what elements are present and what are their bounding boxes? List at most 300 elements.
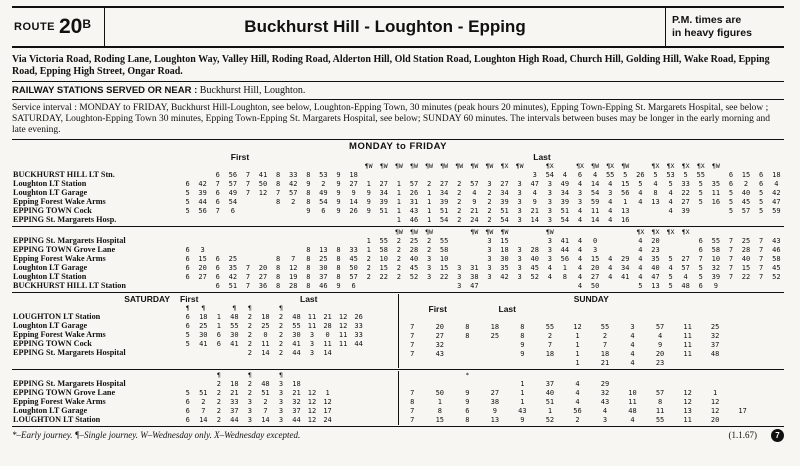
time-cell	[467, 171, 482, 180]
time-cell: 8	[306, 246, 311, 255]
stop-name: EPPING TOWN Cock	[13, 339, 92, 349]
time-cell: 42	[228, 273, 238, 282]
time-cell: 2	[426, 246, 432, 255]
time-cell	[382, 398, 398, 407]
time-cell: 55	[379, 237, 388, 246]
stop-name: EPPING St. Margarets Hosp.	[13, 215, 117, 225]
time-cell: 34	[621, 264, 630, 273]
journey-flag	[304, 304, 320, 313]
time-cell	[729, 380, 757, 389]
time-cell	[227, 349, 243, 358]
time-cell: 2	[216, 407, 221, 416]
journey-flag	[729, 371, 757, 380]
time-cell: 6	[185, 180, 190, 189]
time-cell	[366, 340, 382, 349]
time-cell: 44	[292, 416, 301, 425]
time-cell: 52	[409, 273, 419, 282]
time-cell	[454, 380, 482, 389]
time-cell: 55	[711, 237, 721, 246]
journey-flag	[693, 228, 708, 237]
time-cell	[527, 237, 542, 246]
journey-flag	[361, 228, 376, 237]
timetable-row	[399, 389, 785, 398]
journey-flag	[351, 304, 367, 313]
time-cell	[195, 282, 210, 291]
time-cell	[603, 237, 618, 246]
timetable-row	[12, 207, 784, 216]
time-cell: 53	[319, 171, 328, 180]
time-cell: 11	[307, 322, 317, 331]
time-cell	[382, 416, 398, 425]
journey-flag	[255, 228, 270, 237]
time-cell: 5	[728, 189, 734, 198]
time-cell: 43	[409, 207, 419, 216]
journey-flag	[258, 371, 274, 380]
time-cell	[366, 313, 382, 322]
journey-flag	[426, 371, 454, 380]
time-cell: 8	[520, 332, 525, 341]
time-cell	[180, 282, 195, 291]
time-cell: 44	[354, 340, 363, 349]
time-cell: 4	[575, 398, 580, 407]
time-cell	[255, 237, 270, 246]
time-cell: 57	[681, 264, 690, 273]
time-cell: 3	[247, 416, 252, 425]
journey-flag: ¶X	[636, 228, 645, 237]
time-cell	[210, 246, 225, 255]
time-cell	[195, 237, 210, 246]
time-cell: 2	[396, 246, 401, 255]
time-cell: 25	[261, 322, 270, 331]
mf-outbound-block	[12, 140, 784, 227]
journey-flag	[331, 162, 346, 171]
journey-flag	[366, 304, 382, 313]
time-cell: 9	[465, 398, 470, 407]
time-cell: 2	[426, 237, 432, 246]
journey-flag	[527, 162, 542, 171]
journey-flag: *	[465, 371, 470, 380]
time-cell: 30	[230, 331, 239, 340]
time-cell	[351, 398, 367, 407]
time-cell	[366, 349, 382, 358]
time-cell: 22	[379, 273, 388, 282]
time-cell: 1	[396, 216, 401, 225]
weekend-inbound-block	[12, 370, 784, 427]
time-cell	[756, 407, 784, 416]
saturday-inbound	[12, 371, 398, 425]
time-cell: 8	[465, 416, 470, 425]
time-cell: 25	[199, 322, 208, 331]
timetable-row	[12, 246, 784, 255]
time-cell: 3	[457, 273, 462, 282]
time-cell	[331, 237, 346, 246]
time-cell	[646, 380, 674, 389]
time-cell: 47	[530, 180, 539, 189]
journey-flag	[509, 314, 537, 323]
time-cell: 32	[710, 332, 720, 341]
time-cell: 14	[590, 216, 600, 225]
time-cell: 3	[426, 264, 432, 273]
time-cell: 7	[698, 255, 703, 264]
timetable-row	[12, 349, 398, 358]
timetable-row	[12, 340, 398, 349]
journey-flag	[399, 371, 427, 380]
journey-flag	[454, 314, 482, 323]
time-cell: 4	[608, 216, 613, 225]
time-cell: 37	[319, 273, 328, 282]
time-cell: 21	[470, 207, 479, 216]
journey-flag	[351, 371, 367, 380]
time-cell: 32	[711, 264, 721, 273]
time-cell: 54	[319, 198, 328, 207]
time-cell: 9	[520, 341, 525, 350]
time-cell: 6	[465, 407, 470, 416]
time-cell	[304, 380, 320, 389]
stop-cell-empty	[12, 304, 180, 313]
time-cell: 15	[198, 255, 207, 264]
time-cell: 59	[772, 207, 781, 216]
time-cell: 6	[215, 198, 220, 207]
journey-flag	[674, 371, 702, 380]
time-cell: 48	[292, 313, 301, 322]
time-cell: 2	[547, 332, 553, 341]
time-cell: 4	[575, 380, 580, 389]
time-cell: 6	[185, 416, 190, 425]
time-cell: 19	[288, 273, 298, 282]
time-cell: 8	[276, 255, 281, 264]
time-cell	[512, 171, 527, 180]
time-cell: 59	[590, 198, 600, 207]
time-cell: 6	[215, 171, 220, 180]
time-cell	[723, 282, 738, 291]
time-cell	[320, 380, 336, 389]
timetable-header	[12, 6, 784, 48]
journey-flag	[366, 371, 382, 380]
time-cell	[240, 198, 255, 207]
time-cell: 4	[638, 246, 643, 255]
time-cell: 11	[683, 332, 692, 341]
time-cell	[335, 349, 351, 358]
time-cell: 7	[410, 407, 415, 416]
time-cell	[454, 359, 482, 368]
time-cell: 11	[338, 340, 348, 349]
time-cell: 4	[577, 246, 583, 255]
time-cell	[678, 216, 693, 225]
time-cell	[240, 216, 255, 225]
journey-flag: ¶W	[440, 162, 449, 171]
time-cell: 55	[605, 171, 615, 180]
time-cell	[756, 359, 784, 368]
journey-flag	[271, 162, 286, 171]
time-cell: 3	[487, 180, 492, 189]
time-cell: 43	[435, 350, 445, 359]
journey-flag: ¶W	[394, 228, 403, 237]
time-cell: 27	[198, 273, 207, 282]
time-cell	[366, 398, 382, 407]
stop-name: Loughton LT Garage	[13, 406, 88, 416]
time-cell: 13	[319, 246, 328, 255]
railway-stations	[12, 82, 784, 100]
time-cell	[618, 237, 633, 246]
journey-flag	[557, 228, 572, 237]
time-cell	[240, 255, 255, 264]
time-cell: 2	[457, 180, 462, 189]
journey-flag	[633, 162, 648, 171]
timetable-row	[12, 189, 784, 198]
timetable-row	[399, 323, 785, 332]
time-cell: 1	[426, 207, 432, 216]
time-cell: 3	[547, 255, 552, 264]
time-cell: 6	[698, 282, 703, 291]
time-cell: 8	[276, 264, 281, 273]
journey-flag	[708, 228, 723, 237]
time-cell: 27	[439, 180, 449, 189]
time-cell: 55	[545, 323, 555, 332]
time-cell: 57	[655, 323, 665, 332]
time-cell	[399, 380, 427, 389]
time-cell: 27	[349, 180, 358, 189]
time-cell	[497, 282, 512, 291]
journey-flag	[335, 304, 351, 313]
time-cell: 3	[517, 264, 522, 273]
sunday-subheading	[399, 294, 785, 304]
time-cell: 41	[258, 171, 268, 180]
time-cell: 51	[199, 389, 208, 398]
journey-flag	[512, 228, 527, 237]
flags-row	[12, 162, 784, 171]
time-cell: 12	[683, 389, 692, 398]
time-cell	[406, 171, 421, 180]
time-cell: 27	[490, 389, 500, 398]
time-cell: 12	[573, 323, 582, 332]
time-cell: 1	[366, 237, 371, 246]
time-cell: 1	[426, 198, 432, 207]
time-cell	[382, 389, 398, 398]
time-cell: 17	[323, 407, 332, 416]
time-cell: 4	[547, 264, 552, 273]
time-cell: 20	[590, 264, 600, 273]
time-cell: 5	[185, 198, 190, 207]
time-cell: 6	[351, 282, 356, 291]
time-cell: 8	[276, 273, 281, 282]
time-cell: 30	[319, 264, 328, 273]
page-number: 7	[771, 429, 784, 442]
time-cell: 7	[215, 180, 220, 189]
time-cell: 6	[230, 207, 235, 216]
time-cell: 6	[185, 255, 190, 264]
time-cell: 14	[199, 416, 208, 425]
time-cell: 12	[338, 322, 348, 331]
time-cell: 4	[668, 264, 673, 273]
journey-flag	[723, 228, 738, 237]
time-cell: 39	[560, 198, 570, 207]
time-cell	[769, 282, 784, 291]
time-cell: 1	[216, 322, 221, 331]
journey-flag: ¶W	[470, 162, 479, 171]
time-cell	[335, 380, 351, 389]
journey-flag: ¶W	[591, 162, 599, 171]
time-cell: 45	[741, 198, 751, 207]
time-cell: 5	[638, 180, 643, 189]
time-cell	[366, 322, 382, 331]
time-cell: 12	[307, 407, 317, 416]
time-cell: 52	[772, 273, 781, 282]
time-cell	[701, 359, 729, 368]
time-cell: 11	[590, 207, 600, 216]
time-cell	[678, 237, 693, 246]
journey-flag	[335, 371, 351, 380]
time-cell: 25	[319, 255, 328, 264]
time-cell: 2	[366, 273, 371, 282]
time-cell: 39	[500, 198, 509, 207]
timetable-footer	[12, 427, 784, 442]
time-cell: 4	[668, 189, 673, 198]
time-cell: 8	[465, 332, 470, 341]
time-cell: 4	[608, 180, 613, 189]
time-cell: 9	[520, 350, 525, 359]
journey-flag	[286, 162, 301, 171]
time-cell: 3	[487, 255, 492, 264]
time-cell: 8	[306, 171, 311, 180]
stop-name: Epping Forest Wake Arms	[13, 330, 106, 340]
time-cell	[648, 216, 663, 225]
time-cell: 2	[575, 416, 580, 425]
journey-flag	[756, 371, 784, 380]
time-cell: 11	[683, 323, 692, 332]
pm-note-line1: P.M. times are	[672, 13, 742, 26]
time-cell	[382, 349, 398, 358]
time-cell: 8	[306, 198, 311, 207]
time-cell: 11	[655, 407, 665, 416]
stop-cell-empty	[12, 162, 180, 171]
time-cell: 3	[517, 273, 522, 282]
time-cell: 3	[457, 282, 462, 291]
time-cell: 3	[547, 198, 552, 207]
time-cell: 40	[651, 264, 660, 273]
time-cell	[527, 282, 542, 291]
time-cell: 3	[247, 398, 252, 407]
journey-flag: ¶	[278, 304, 283, 313]
journey-flag	[382, 304, 398, 313]
time-cell: 4	[683, 273, 688, 282]
time-cell: 50	[435, 389, 445, 398]
time-cell: 4	[668, 198, 673, 207]
time-cell: 11	[323, 340, 332, 349]
time-cell: 15	[435, 416, 445, 425]
time-cell: 3	[592, 246, 598, 255]
time-cell: 6	[698, 237, 703, 246]
time-cell: 18	[772, 171, 781, 180]
journey-flag	[376, 228, 391, 237]
journey-flag	[180, 228, 195, 237]
time-cell: 2	[247, 380, 252, 389]
time-cell: 11	[683, 416, 692, 425]
time-cell	[663, 246, 678, 255]
time-cell: 51	[560, 207, 570, 216]
time-cell	[335, 389, 351, 398]
time-cell: 21	[292, 389, 301, 398]
time-cell	[422, 282, 437, 291]
journey-flag	[301, 162, 316, 171]
journey-flag	[399, 314, 427, 323]
time-cell	[180, 349, 196, 358]
time-cell: 6	[698, 246, 703, 255]
time-cell: 45	[772, 264, 781, 273]
time-cell: 1	[520, 380, 525, 389]
journey-flag	[225, 228, 240, 237]
time-cell: 34	[379, 189, 388, 198]
stop-name: Loughton LT Garage	[13, 321, 88, 331]
time-cell: 7	[410, 350, 415, 359]
journey-flag: ¶X	[500, 162, 509, 171]
stop-name: BUCKHURST HILL LT Stn.	[13, 170, 115, 180]
time-cell: 16	[711, 198, 721, 207]
time-cell: 4	[472, 189, 477, 198]
time-cell: 4	[577, 207, 583, 216]
journey-flag	[701, 314, 729, 323]
journey-flag: ¶	[247, 304, 252, 313]
time-cell: 1	[623, 198, 628, 207]
time-cell: 22	[681, 189, 690, 198]
time-cell: 4	[577, 273, 583, 282]
time-cell: 3	[547, 180, 552, 189]
journey-flag	[437, 228, 452, 237]
stop-name: Epping Forest Wake Arms	[13, 254, 106, 264]
time-cell: 7	[245, 171, 251, 180]
time-cell: 14	[349, 198, 358, 207]
time-cell	[467, 237, 482, 246]
railway-stations-list: Buckhurst Hill, Loughton.	[199, 85, 306, 96]
time-cell	[729, 341, 757, 350]
time-cell: 9	[366, 189, 371, 198]
time-cell: 5	[623, 171, 628, 180]
time-cell: 41	[560, 237, 570, 246]
time-cell	[225, 246, 240, 255]
time-cell: 7	[759, 237, 764, 246]
journey-flag	[591, 314, 619, 323]
time-cell: 9	[336, 207, 341, 216]
time-cell: 7	[245, 189, 251, 198]
time-cell: 5	[185, 331, 190, 340]
time-cell: 14	[530, 216, 539, 225]
time-cell: 20	[258, 264, 268, 273]
route-title: Buckhurst Hill - Loughton - Epping	[104, 8, 666, 46]
time-cell: 27	[590, 273, 600, 282]
time-cell: 5	[653, 171, 658, 180]
time-cell	[452, 171, 467, 180]
timetable-row	[12, 331, 398, 340]
time-cell: 30	[292, 331, 301, 340]
time-cell	[674, 359, 702, 368]
time-cell: 25	[409, 237, 419, 246]
time-cell: 33	[349, 246, 358, 255]
time-cell: 28	[323, 322, 332, 331]
time-cell: 4	[657, 332, 663, 341]
pm-note	[666, 8, 784, 46]
time-cell: 39	[711, 273, 721, 282]
time-cell: 22	[439, 273, 449, 282]
journey-flag	[289, 371, 305, 380]
time-cell	[366, 331, 382, 340]
time-cell: 21	[230, 389, 239, 398]
time-cell: 2	[396, 237, 401, 246]
timetable-row	[12, 398, 398, 407]
time-cell: 15	[439, 264, 449, 273]
time-cell: 27	[379, 180, 388, 189]
time-cell	[481, 350, 509, 359]
time-cell: 21	[530, 207, 539, 216]
time-cell: 3	[426, 273, 432, 282]
